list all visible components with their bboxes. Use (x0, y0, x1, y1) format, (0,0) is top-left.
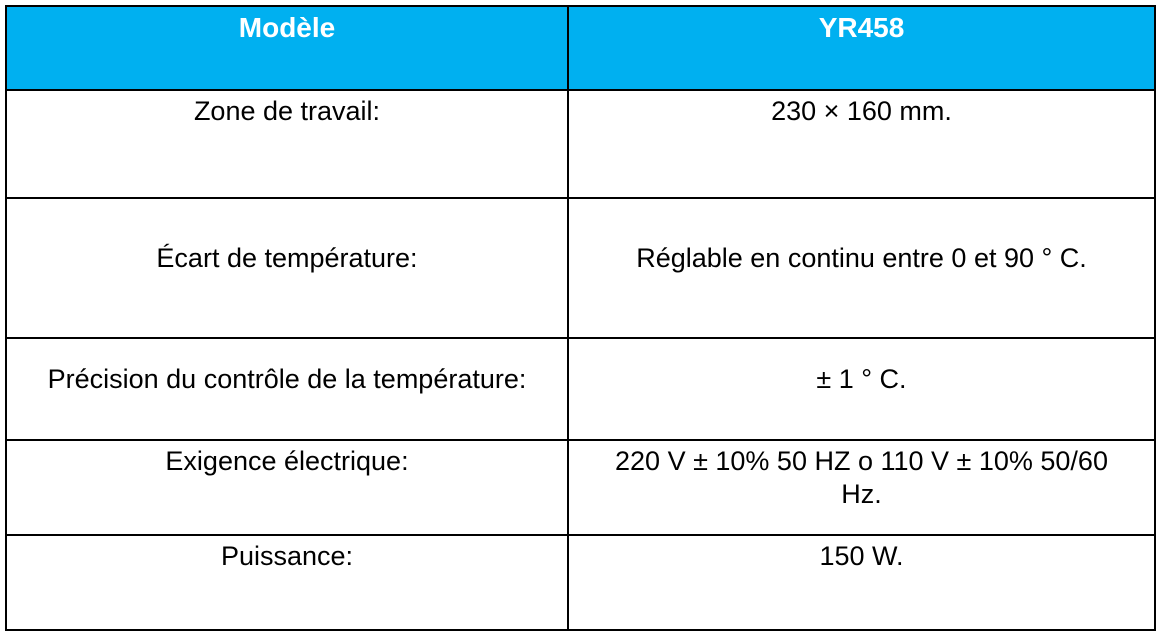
row-value: 150 W. (819, 541, 904, 571)
table-row (6, 90, 1155, 198)
header-label-cell: Modèle (6, 6, 568, 90)
row-value: Réglable en continu entre 0 et 90 ° C. (636, 242, 1087, 273)
table-row (6, 198, 1155, 338)
row-value-cell (568, 440, 1155, 535)
row-label-cell (6, 338, 568, 440)
row-label-cell (6, 90, 568, 198)
row-label-cell (6, 535, 568, 630)
row-label: Écart de température: (156, 242, 418, 273)
spec-table (5, 5, 1156, 631)
row-value-cell (568, 198, 1155, 338)
row-value: 220 V ± 10% 50 HZ o 110 V ± 10% 50/60 Hz. (615, 446, 1108, 509)
row-label-cell (6, 198, 568, 338)
row-label: Puissance: (220, 541, 354, 571)
row-value: 230 × 160 mm. (771, 96, 952, 126)
row-value: ± 1 ° C. (816, 363, 907, 394)
table-header-row (6, 6, 1155, 90)
table-row (6, 440, 1155, 535)
row-label: Précision du contrôle de la température: (47, 363, 527, 394)
row-value-cell (568, 90, 1155, 198)
table-row (6, 535, 1155, 630)
row-label: Zone de travail: (193, 96, 381, 126)
row-label: Exigence électrique: (165, 446, 409, 476)
row-label-cell (6, 440, 568, 535)
header-value-cell: YR458 (568, 6, 1155, 90)
table-row (6, 338, 1155, 440)
row-value-cell (568, 535, 1155, 630)
row-value-cell (568, 338, 1155, 440)
